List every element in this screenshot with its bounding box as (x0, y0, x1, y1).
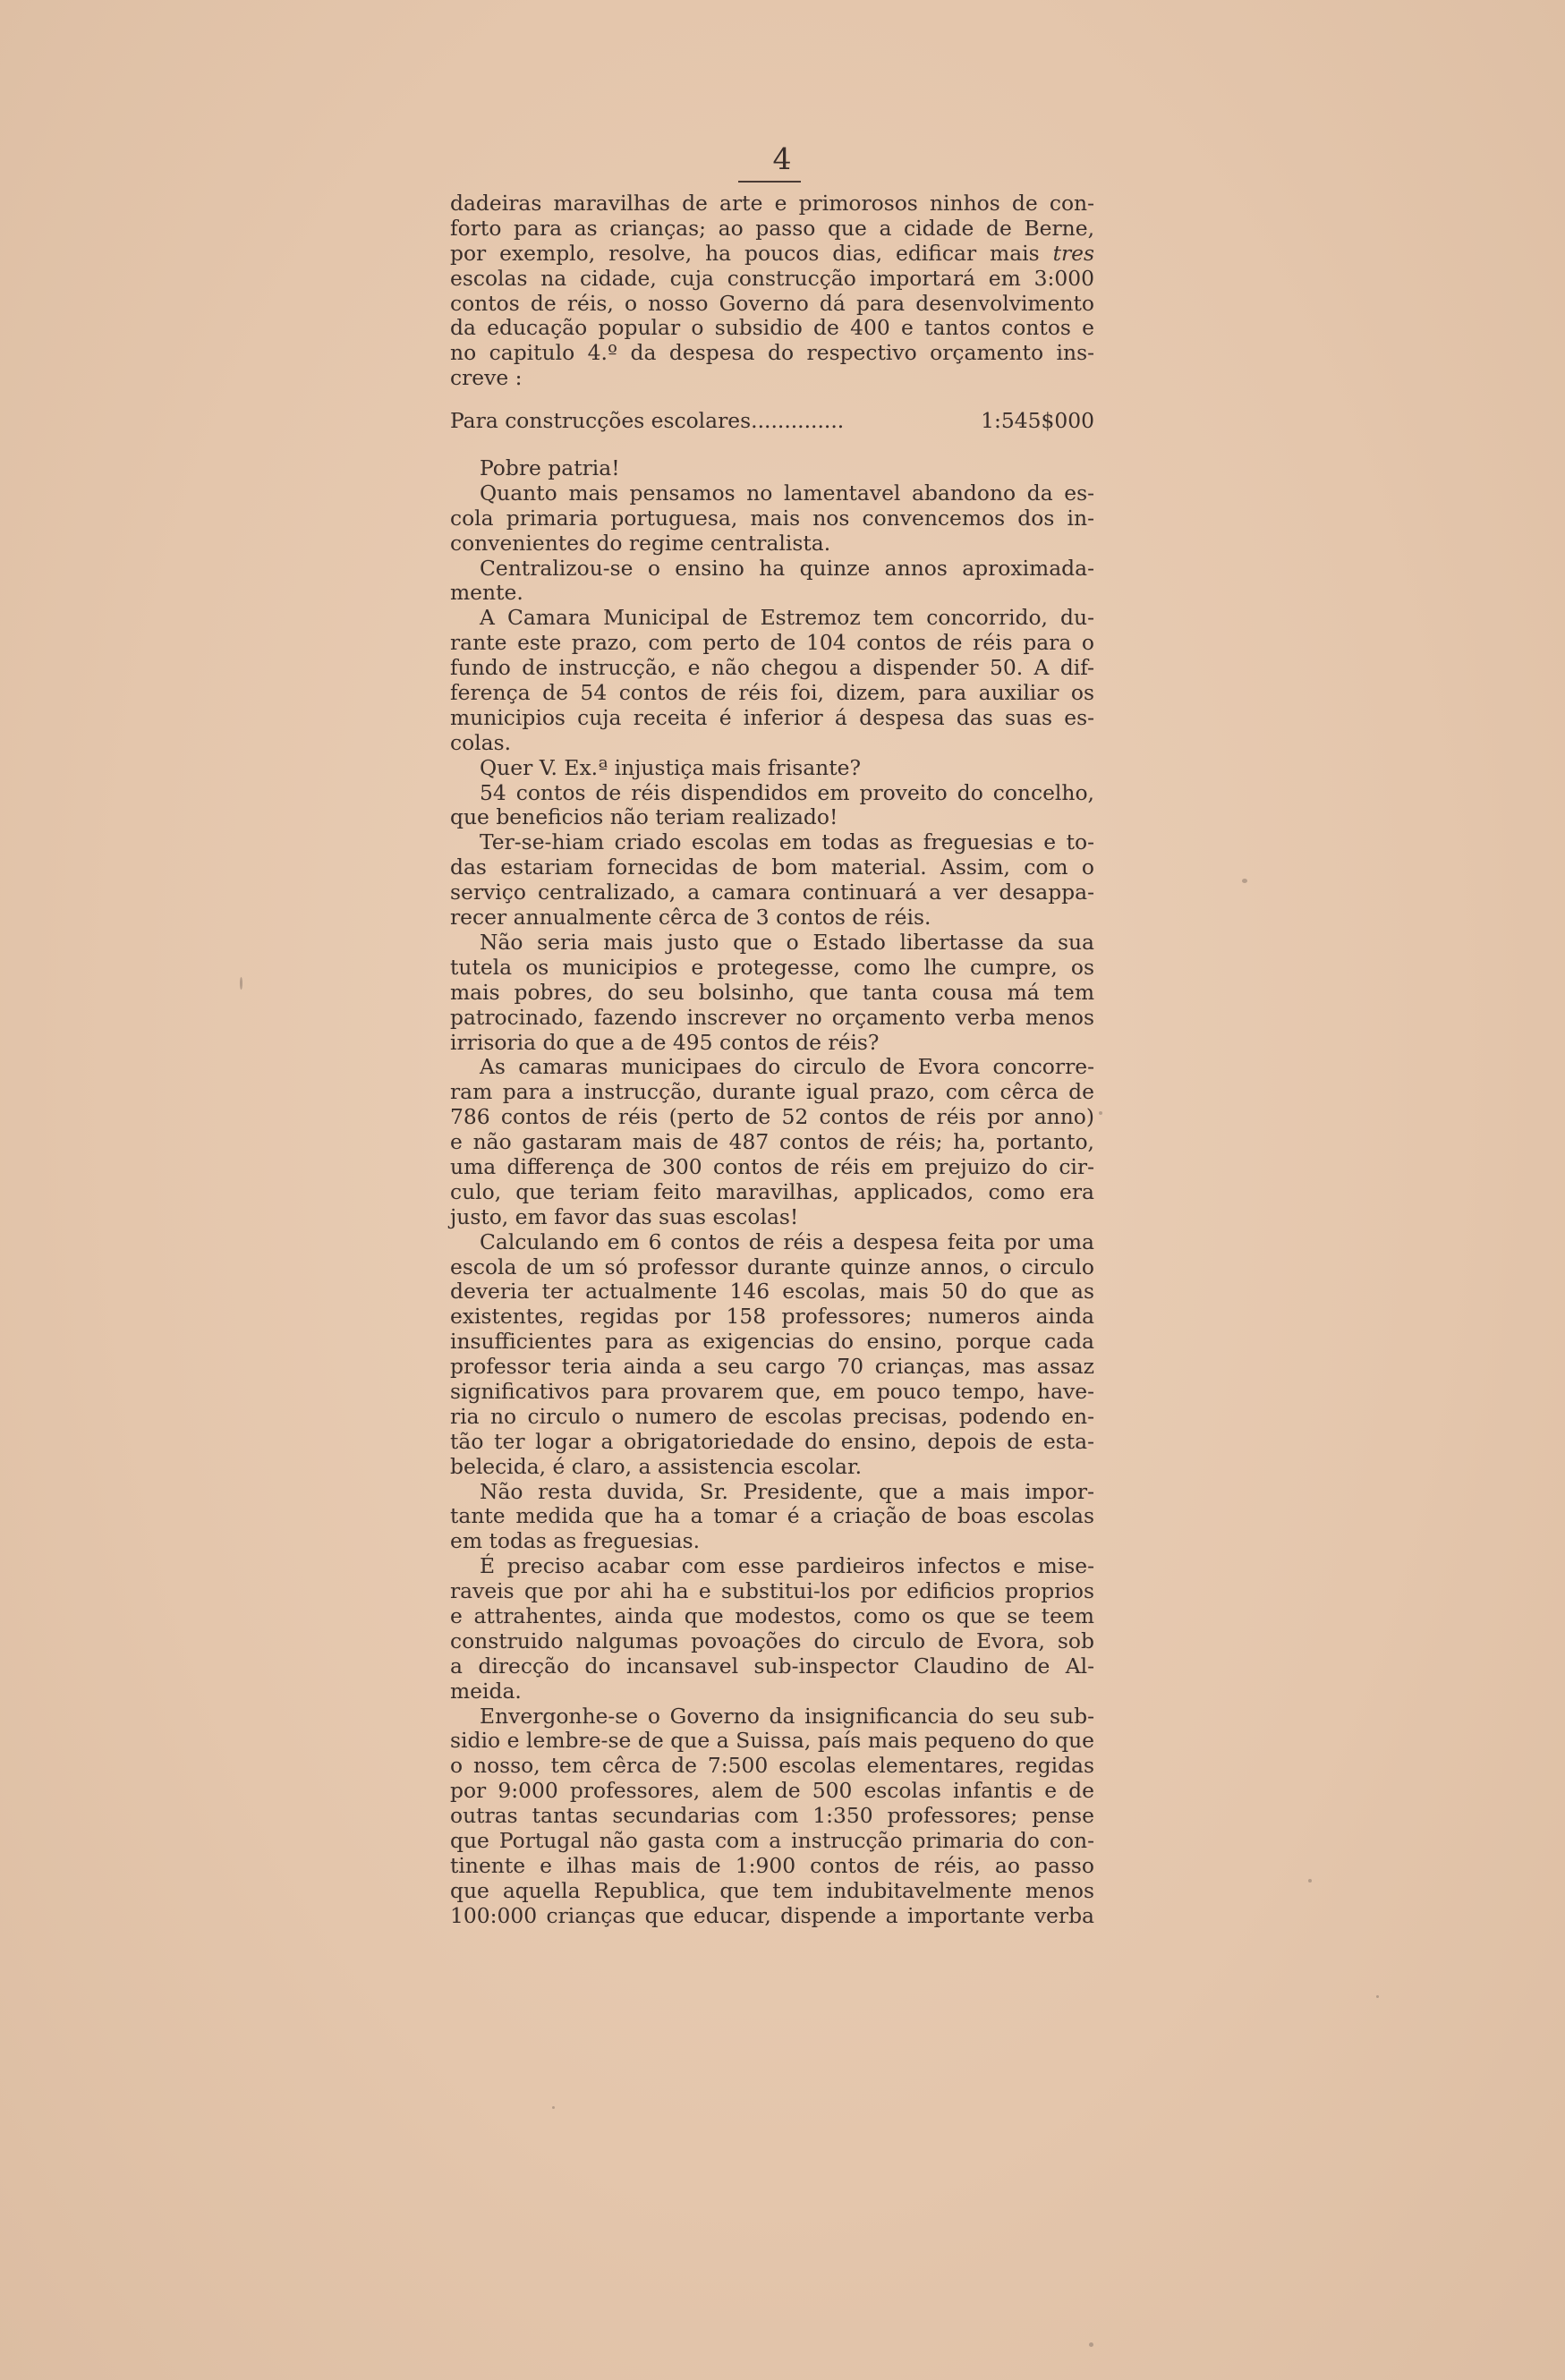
text-line: recer annualmente cêrca de 3 contos de réis. (450, 905, 931, 931)
text-line: 100:000 crianças que educar, dispende a importante verba (450, 1902, 1094, 1928)
text-line: Pobre patria! (480, 455, 620, 481)
text-line: da educação popular o subsidio de 400 e tantos contos e (450, 315, 1094, 341)
spacer (450, 391, 1094, 409)
text-line: cola primaria portuguesa, mais nos convencemos dos in- (450, 505, 1094, 531)
text-line: ria no circulo o numero de escolas precisas, podendo en- (450, 1403, 1094, 1429)
text-line: deveria ter actualmente 146 escolas, mais 50 do que as (450, 1279, 1094, 1305)
paragraph (450, 830, 1094, 931)
paragraph (450, 781, 1094, 831)
text-line: 786 contos de réis (perto de 52 contos de réis por anno) (450, 1104, 1094, 1130)
text-line: É preciso acabar com esse pardieiros infectos e mise- (480, 1553, 1094, 1579)
text-line: mente. (450, 580, 523, 606)
text-line: mais pobres, do seu bolsinho, que tanta cousa má tem (450, 979, 1094, 1005)
text-line: no capitulo 4.º da despesa do respectivo orçamento ins- (450, 340, 1094, 366)
text-line: contos de réis, o nosso Governo dá para desenvolvimento (450, 290, 1094, 316)
paragraph (450, 481, 1094, 557)
ledger-row (450, 409, 1094, 434)
text-line: insufficientes para as exigencias do ensino, porque cada (450, 1329, 1094, 1355)
text-line: por 9:000 professores, alem de 500 escolas infantis e de (450, 1778, 1094, 1804)
text-line: o nosso, tem cêrca de 7:500 escolas elementares, regidas (450, 1753, 1094, 1779)
paragraph (450, 1554, 1094, 1704)
text-line: tante medida que ha a tomar é a criação de boas escolas (450, 1503, 1094, 1529)
text-line: que aquella Republica, que tem indubitavelmente menos (450, 1877, 1094, 1903)
text-line: existentes, regidas por 158 professores; numeros ainda (450, 1304, 1094, 1330)
paper-speck (240, 977, 242, 990)
text-line: rante este prazo, com perto de 104 contos de réis para o (450, 630, 1094, 656)
paper-speck (1242, 879, 1247, 883)
paper-speck (1089, 2342, 1093, 2347)
text-line: serviço centralizado, a camara continuará a ver desappa- (450, 880, 1094, 905)
text-line: construido nalgumas povoações do circulo de Evora, sob (450, 1628, 1094, 1653)
text-line: tinente e ilhas mais de 1:900 contos de réis, ao passo (450, 1852, 1094, 1878)
paper-speck (552, 2106, 555, 2109)
text-line: Ter-se-hiam criado escolas em todas as freguesias e to- (480, 829, 1094, 855)
text-line: culo, que teriam feito maravilhas, applicados, como era (450, 1178, 1094, 1204)
body-text (450, 191, 1094, 1929)
ledger-label: Para construcções escolares.............. (450, 408, 845, 434)
text-line: tutela os municipios e protegesse, como lhe cumpre, os (450, 954, 1094, 980)
emphasis: tres (1052, 240, 1094, 266)
text-line: Envergonhe-se o Governo da insignificancia do seu sub- (480, 1703, 1094, 1729)
text-line: creve : (450, 365, 523, 391)
text-line: e attrahentes, ainda que modestos, como os que se teem (450, 1602, 1094, 1628)
text-line: fundo de instrucção, e não chegou a dispender 50. A dif- (450, 655, 1094, 681)
text-line: Quanto mais pensamos no lamentavel abandono da es- (480, 480, 1094, 506)
text-line: e não gastaram mais de 487 contos de réis; ha, portanto, (450, 1129, 1094, 1155)
text-line: que Portugal não gasta com a instrucção primaria do con- (450, 1828, 1094, 1853)
text-line: A Camara Municipal de Estremoz tem concorrido, du- (480, 605, 1094, 631)
text-line: significativos para provarem que, em pouco tempo, have- (450, 1378, 1094, 1404)
paragraph (450, 606, 1094, 755)
page-number: 4 (772, 141, 793, 176)
text-line: tão ter logar a obrigatoriedade do ensino, depois de esta- (450, 1428, 1094, 1454)
text-line: Calculando em 6 contos de réis a despesa feita por uma (480, 1228, 1094, 1254)
paragraph (450, 191, 1094, 391)
ledger-amount: 1:545$000 (981, 408, 1094, 434)
text-line: uma differença de 300 contos de réis em prejuizo do cir- (450, 1153, 1094, 1179)
text-line: das estariam fornecidas de bom material. Assim, com o (450, 854, 1094, 880)
paragraph (450, 1230, 1094, 1480)
text-line: escolas na cidade, cuja construcção importará em 3:000 (450, 265, 1094, 291)
paragraph (450, 456, 1094, 481)
paragraph (450, 931, 1094, 1055)
paragraph (450, 1704, 1094, 1929)
text-line: patrocinado, fazendo inscrever no orçamento verba menos (450, 1004, 1094, 1030)
text-line: irrisoria do que a de 495 contos de réis? (450, 1029, 880, 1055)
text-line: em todas as freguesias. (450, 1528, 701, 1554)
text-line: escola de um só professor durante quinze annos, o circulo (450, 1254, 1094, 1279)
paragraph (450, 1055, 1094, 1229)
text-line: outras tantas secundarias com 1:350 professores; pense (450, 1803, 1094, 1829)
text-line: a direcção do incansavel sub-inspector Claudino de Al- (450, 1653, 1094, 1679)
text-line: forto para as crianças; ao passo que a cidade de Berne, (450, 215, 1094, 241)
text-line: ferença de 54 contos de réis foi, dizem, para auxiliar os (450, 680, 1094, 706)
text-line: sidio e lembre-se de que a Suissa, país mais pequeno do que (450, 1728, 1094, 1754)
text-line: Não seria mais justo que o Estado libertasse da sua (480, 929, 1094, 955)
text-line: meida. (450, 1678, 522, 1704)
text-line: raveis que por ahi ha e substitui-los por edificios proprios (450, 1578, 1094, 1604)
text-line: justo, em favor das suas escolas! (450, 1203, 799, 1229)
text-line: dadeiras maravilhas de arte e primorosos ninhos de con- (450, 191, 1094, 216)
text-line: belecida, é claro, a assistencia escolar. (450, 1453, 863, 1479)
text-line: Centralizou-se o ensino ha quinze annos aproximada- (480, 555, 1094, 581)
text-line: professor teria ainda a seu cargo 70 crianças, mas assaz (450, 1354, 1094, 1380)
page-number-rule (738, 181, 801, 183)
text-line: As camaras municipaes do circulo de Evora concorre- (480, 1054, 1094, 1080)
paper-speck (1308, 1879, 1312, 1883)
paragraph (450, 756, 1094, 781)
paper-speck (1099, 1111, 1102, 1115)
text-line: municipios cuja receita é inferior á despesa das suas es- (450, 704, 1094, 730)
text-line: Não resta duvida, Sr. Presidente, que a mais impor- (480, 1478, 1094, 1504)
text-line: por exemplo, resolve, ha poucos dias, edificar mais tres (450, 240, 1094, 266)
text-line: convenientes do regime centralista. (450, 530, 831, 556)
paragraph (450, 557, 1094, 607)
text-line: ram para a instrucção, durante igual prazo, com cêrca de (450, 1079, 1094, 1105)
text-line: que beneficios não teriam realizado! (450, 804, 838, 830)
text-line: colas. (450, 729, 512, 755)
text-line: Quer V. Ex.ª injustiça mais frisante? (480, 754, 862, 780)
paragraph (450, 1480, 1094, 1555)
text-line: 54 contos de réis dispendidos em proveito do concelho, (480, 779, 1094, 805)
paper-speck (1376, 1995, 1379, 1998)
spacer (450, 434, 1094, 456)
